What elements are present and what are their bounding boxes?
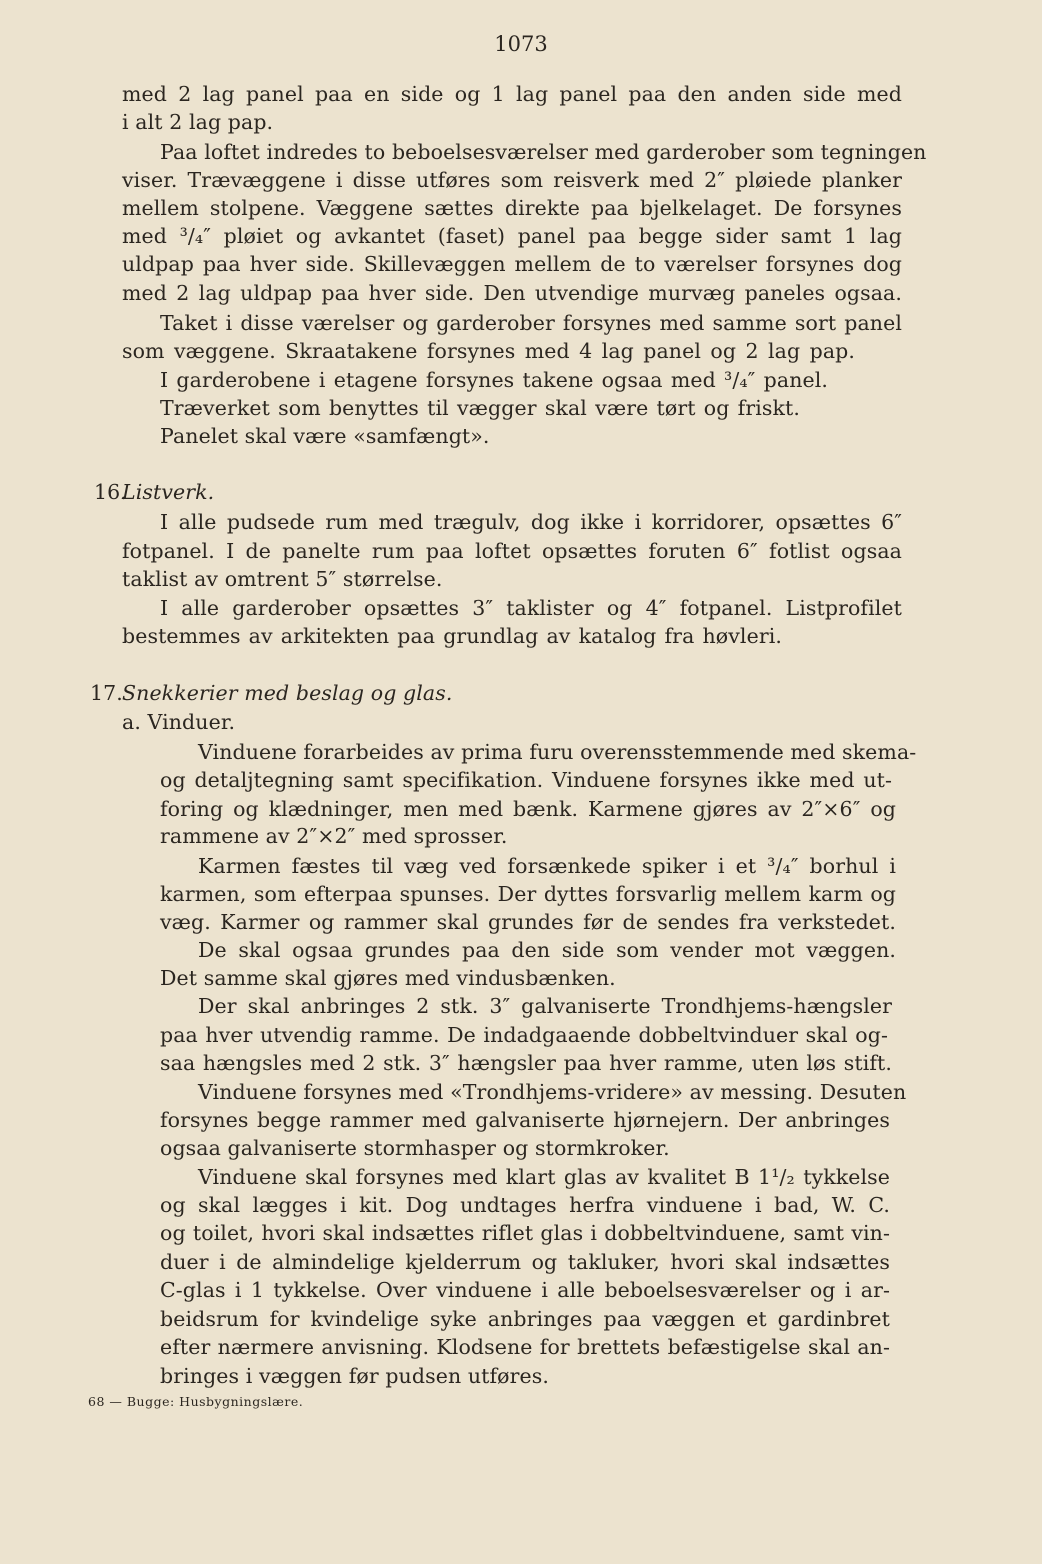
- section-heading: Snekkerier med beslag og glas.: [122, 681, 453, 705]
- text-line: rammene av 2″×2″ med sprosser.: [160, 824, 508, 848]
- text-line: Vinduene forarbeides av prima furu overensstemmende med skema-: [198, 740, 917, 764]
- text-line: viser. Trævæggene i disse utføres som reisverk med 2″ pløiede planker: [122, 168, 902, 192]
- page-number: 1073: [494, 32, 548, 56]
- text-line: I alle garderober opsættes 3″ taklister og 4″ fotpanel. Listprofilet: [160, 596, 902, 620]
- text-line: duer i de almindelige kjelderrum og takluker, hvori skal indsættes: [160, 1250, 890, 1274]
- page-footer: 68 — Bugge: Husbygningslære.: [88, 1394, 304, 1409]
- text-line: med 2 lag uldpap paa hver side. Den utvendige murvæg paneles ogsaa.: [122, 281, 902, 305]
- text-line: Der skal anbringes 2 stk. 3″ galvaniserte Trondhjems-hængsler: [198, 994, 892, 1018]
- text-line: fotpanel. I de panelte rum paa loftet opsættes foruten 6″ fotlist ogsaa: [122, 539, 902, 563]
- text-line: Vinduene skal forsynes med klart glas av kvalitet B 1¹/₂ tykkelse: [198, 1165, 890, 1189]
- text-line: i alt 2 lag pap.: [122, 110, 274, 134]
- text-line: taklist av omtrent 5″ størrelse.: [122, 567, 443, 591]
- text-line: C-glas i 1 tykkelse. Over vinduene i alle beboelsesværelser og i ar-: [160, 1278, 890, 1302]
- text-line: foring og klædninger, men med bænk. Karmene gjøres av 2″×6″ og: [160, 797, 896, 821]
- text-line: væg. Karmer og rammer skal grundes før de sendes fra verkstedet.: [160, 910, 896, 934]
- text-line: efter nærmere anvisning. Klodsene for brettets befæstigelse skal an-: [160, 1335, 890, 1359]
- text-line: Paa loftet indredes to beboelsesværelser med garderober som tegningen: [160, 140, 927, 164]
- text-line: Vinduene forsynes med «Trondhjems-vridere» av messing. Desuten: [198, 1080, 907, 1104]
- text-line: Panelet skal være «samfængt».: [160, 424, 490, 448]
- text-line: Karmen fæstes til væg ved forsænkede spiker i et ³/₄″ borhul i: [198, 854, 896, 878]
- text-line: som væggene. Skraatakene forsynes med 4 lag panel og 2 lag pap.: [122, 339, 855, 363]
- text-line: karmen, som efterpaa spunses. Der dyttes forsvarlig mellem karm og: [160, 882, 896, 906]
- text-line: og detaljtegning samt specifikation. Vinduene forsynes ikke med ut-: [160, 768, 892, 792]
- text-line: Taket i disse værelser og garderober forsynes med samme sort panel: [160, 311, 902, 335]
- subsection-heading: a. Vinduer.: [122, 710, 236, 734]
- text-line: mellem stolpene. Væggene sættes direkte paa bjelkelaget. De forsynes: [122, 196, 902, 220]
- text-line: og toilet, hvori skal indsættes riflet glas i dobbeltvinduene, samt vin-: [160, 1221, 890, 1245]
- section-heading: Listverk.: [122, 480, 215, 504]
- text-line: med ³/₄″ pløiet og avkantet (faset) panel paa begge sider samt 1 lag: [122, 224, 902, 248]
- text-line: I alle pudsede rum med trægulv, dog ikke i korridorer, opsættes 6″: [160, 510, 902, 534]
- text-line: beidsrum for kvindelige syke anbringes paa væggen et gardinbret: [160, 1307, 890, 1331]
- text-line: forsynes begge rammer med galvaniserte hjørnejern. Der anbringes: [160, 1108, 890, 1132]
- text-line: med 2 lag panel paa en side og 1 lag panel paa den anden side med: [122, 82, 902, 106]
- text-line: og skal lægges i kit. Dog undtages herfra vinduene i bad, W. C.: [160, 1193, 890, 1217]
- text-line: Det samme skal gjøres med vindusbænken.: [160, 966, 616, 990]
- text-line: uldpap paa hver side. Skillevæggen mellem de to værelser forsynes dog: [122, 252, 902, 276]
- text-line: I garderobene i etagene forsynes takene ogsaa med ³/₄″ panel.: [160, 368, 828, 392]
- text-line: De skal ogsaa grundes paa den side som vender mot væggen.: [198, 938, 896, 962]
- text-line: paa hver utvendig ramme. De indadgaaende dobbeltvinduer skal og-: [160, 1023, 888, 1047]
- section-number: 17.: [90, 681, 123, 705]
- text-line: ogsaa galvaniserte stormhasper og stormkroker.: [160, 1136, 670, 1160]
- text-line: Træverket som benyttes til vægger skal være tørt og friskt.: [160, 396, 800, 420]
- section-number: 16.: [94, 480, 127, 504]
- text-line: bringes i væggen før pudsen utføres.: [160, 1364, 549, 1388]
- text-line: saa hængsles med 2 stk. 3″ hængsler paa hver ramme, uten løs stift.: [160, 1051, 892, 1075]
- text-line: bestemmes av arkitekten paa grundlag av katalog fra høvleri.: [122, 624, 782, 648]
